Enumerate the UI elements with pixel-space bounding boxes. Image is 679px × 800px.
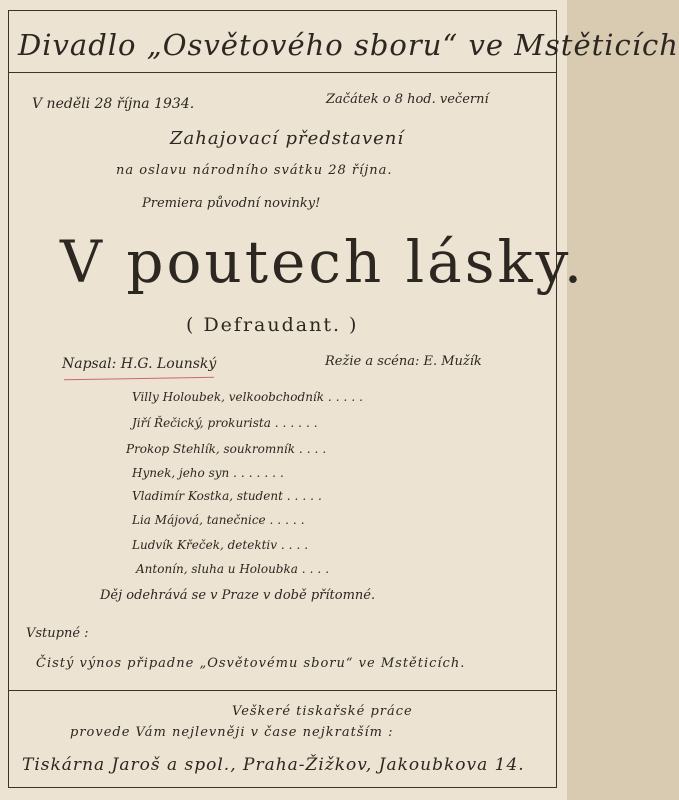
cast-dots: ..... <box>327 390 367 404</box>
play-subtitle: ( Defraudant. ) <box>186 314 359 336</box>
author-credit: Napsal: H.G. Lounský <box>62 356 217 372</box>
entry-fee-label: Vstupné : <box>26 626 89 641</box>
cast-item <box>132 489 326 503</box>
proceeds-note: Čistý výnos připadne „Osvětovému sboru“ ve Mstěticích. <box>36 656 466 671</box>
cast-item <box>132 390 367 404</box>
cast-role: Prokop Stehlík, soukromník <box>126 442 296 456</box>
cast-role: Hynek, jeho syn <box>132 466 230 480</box>
cast-dots: .... <box>298 442 331 456</box>
cast-dots: ....... <box>233 466 288 480</box>
cast-dots: ...... <box>274 416 322 430</box>
cast-dots: ..... <box>269 513 309 527</box>
cast-dots: ..... <box>286 489 326 503</box>
printer-address: Tiskárna Jaroš a spol., Praha-Žižkov, Jakoubkova 14. <box>22 755 525 775</box>
performance-date: V neděli 28 října 1934. <box>32 96 195 112</box>
start-time: Začátek o 8 hod. večerní <box>326 92 489 107</box>
direction-credit: Režie a scéna: E. Mužík <box>325 354 482 369</box>
cast-item <box>132 416 322 430</box>
cast-role: Jiří Řečický, prokurista <box>132 416 271 430</box>
printing-heading: Veškeré tiskařské práce <box>232 704 413 719</box>
cast-item <box>132 538 312 552</box>
plot-note: Děj odehrává se v Praze v době přítomné. <box>100 588 376 603</box>
footer-divider <box>8 690 557 691</box>
cast-item <box>136 562 333 576</box>
printing-offer: provede Vám nejlevněji v čase nejkratším : <box>70 725 394 740</box>
cast-dots: .... <box>301 562 334 576</box>
cast-dots: .... <box>280 538 313 552</box>
cast-item <box>132 513 309 527</box>
cast-role: Ludvík Křeček, detektiv <box>132 538 278 552</box>
theatre-title: Divadlo „Osvětového sboru“ ve Mstěticích <box>18 28 679 62</box>
cast-role: Villy Holoubek, velkoobchodník <box>132 390 325 404</box>
cast-role: Lia Májová, tanečnice <box>132 513 266 527</box>
play-title: V poutech lásky. <box>60 228 586 296</box>
occasion-line: na oslavu národního svátku 28 října. <box>116 163 393 178</box>
cast-role: Vladimír Kostka, student <box>132 489 283 503</box>
cast-item <box>132 466 288 480</box>
cast-role: Antonín, sluha u Holoubka <box>136 562 298 576</box>
opening-line: Zahajovací představení <box>170 128 405 149</box>
premiere-line: Premiera původní novinky! <box>142 196 321 211</box>
cast-item <box>126 442 330 456</box>
title-divider <box>8 72 557 73</box>
